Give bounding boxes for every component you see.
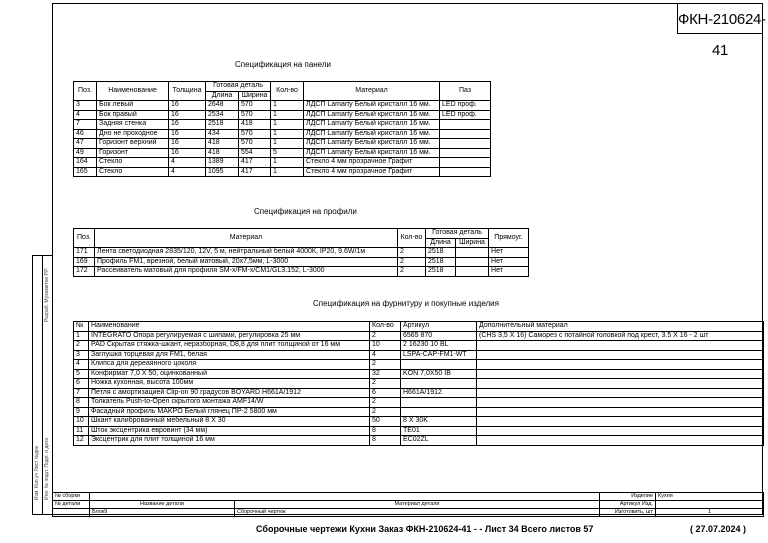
- table-cell: (CHS 3,5 X 16) Саморез с потайной головкой под крест, 3.5 X 16 - 2 шт: [477, 331, 764, 341]
- article-label: Артикул Изд.: [600, 501, 656, 509]
- table-cell: 1: [271, 167, 304, 177]
- table-cell: 171: [74, 248, 95, 258]
- table-cell: 9: [74, 407, 89, 417]
- table-cell: Стекло 4 мм прозрачное Графит: [304, 167, 440, 177]
- table-cell: 6: [74, 379, 89, 389]
- table-cell: 2: [74, 341, 89, 351]
- table-row: [74, 267, 529, 277]
- table-cell: Лента светодиодная 2835/120, 12V, 5 м, нейтральный белый 4000К, IP20, 9.6W/1м: [95, 248, 398, 258]
- table-cell: 2: [370, 398, 401, 408]
- table-cell: 11: [74, 426, 89, 436]
- hdr-qty: Кол-во: [271, 82, 304, 101]
- hdr-width: Ширина: [456, 238, 489, 248]
- table-cell: [477, 388, 764, 398]
- table-row: [74, 350, 764, 360]
- table-cell: 7: [74, 120, 97, 130]
- table-row: [74, 407, 764, 417]
- table-cell: [440, 148, 491, 158]
- table-row: [74, 257, 529, 267]
- table-cell: 16: [169, 129, 206, 139]
- made-value: 1: [656, 509, 764, 517]
- table-cell: 1: [271, 101, 304, 111]
- table-cell: 3: [74, 350, 89, 360]
- fittings-table: [73, 321, 764, 446]
- table-cell: Нет: [489, 248, 529, 258]
- footer-date: ( 27.07.2024 ): [690, 524, 747, 534]
- table-row: [74, 129, 491, 139]
- table-row: [74, 426, 764, 436]
- table-cell: 47: [74, 139, 97, 149]
- table-cell: 2: [370, 331, 401, 341]
- fittings-title: Спецификация на фурнитуру и покупные изделия: [313, 299, 499, 308]
- table-cell: Бок левый: [97, 101, 169, 111]
- table-cell: 1: [271, 129, 304, 139]
- table-cell: 4: [74, 110, 97, 120]
- table-cell: TE01: [401, 426, 477, 436]
- table-cell: PAD Скрытая стяжка-шкант, неразборная, D8,8 для плит толщиной от 16 мм: [89, 341, 370, 351]
- table-row: [74, 101, 491, 111]
- table-cell: 2518: [426, 248, 456, 258]
- table-cell: [477, 360, 764, 370]
- table-cell: 2534: [206, 110, 239, 120]
- table-cell: 16: [169, 120, 206, 130]
- table-cell: Профиль FM1, врезной, белый матовый, 20x7,5мм, L-3000: [95, 257, 398, 267]
- table-cell: 2: [398, 267, 426, 277]
- table-cell: [401, 379, 477, 389]
- table-cell: 570: [239, 129, 271, 139]
- table-row: [74, 120, 491, 130]
- table-cell: 4: [169, 158, 206, 168]
- table-cell: 570: [239, 139, 271, 149]
- table-cell: 50: [370, 417, 401, 427]
- table-row: [74, 369, 764, 379]
- detail-no-label: № детали: [53, 501, 90, 509]
- table-cell: 7: [74, 388, 89, 398]
- table-cell: ЛДСП Lamarty Белый кристалл 16 мм.: [304, 120, 440, 130]
- table-cell: 2: [370, 360, 401, 370]
- product-label: Изделие: [600, 493, 656, 501]
- table-cell: 418: [206, 148, 239, 158]
- detail-name-label: Название детали: [90, 501, 235, 509]
- table-cell: [477, 369, 764, 379]
- table-cell: LED проф.: [440, 101, 491, 111]
- table-cell: 32: [370, 369, 401, 379]
- table-cell: 6565 870: [401, 331, 477, 341]
- profiles-title: Спецификация на профили: [254, 207, 357, 216]
- table-row: [74, 388, 764, 398]
- table-cell: Фасадный профиль MAKPO Белый глянец ПР-2 5800 мм: [89, 407, 370, 417]
- table-cell: 418: [206, 139, 239, 149]
- table-cell: Эксцентрик для плит толщиной 16 мм: [89, 436, 370, 446]
- table-cell: [477, 407, 764, 417]
- profiles-table: [73, 228, 529, 277]
- table-cell: 418: [239, 120, 271, 130]
- hdr-straight: Прямоуг.: [489, 229, 529, 248]
- hdr-qty: Кол-во: [370, 322, 401, 332]
- table-row: [74, 341, 764, 351]
- panels-table: [73, 81, 491, 177]
- hdr-qty: Кол-во: [398, 229, 426, 248]
- table-cell: [477, 398, 764, 408]
- table-cell: 2648: [206, 101, 239, 111]
- table-cell: Петля с амортизацией Clip-on 90 градусов BOYARD H661A/1912: [89, 388, 370, 398]
- table-cell: 165: [74, 167, 97, 177]
- table-cell: EC02ZL: [401, 436, 477, 446]
- table-cell: 554: [239, 148, 271, 158]
- table-cell: 46: [74, 129, 97, 139]
- table-cell: ЛДСП Lamarty Белый кристалл 16 мм.: [304, 101, 440, 111]
- hdr-length: Длина: [206, 91, 239, 101]
- table-cell: 434: [206, 129, 239, 139]
- hdr-material: Материал: [95, 229, 398, 248]
- side-label-rev: Разраб. Мухаметов Р.Р.: [44, 267, 50, 322]
- table-cell: [401, 360, 477, 370]
- table-cell: Толкатель Push-to-Open скрытого монтажа AMF14/W: [89, 398, 370, 408]
- table-cell: Задняя стенка: [97, 120, 169, 130]
- table-cell: 16: [169, 139, 206, 149]
- table-cell: 169: [74, 257, 95, 267]
- table-row: [74, 148, 491, 158]
- table-cell: Нет: [489, 267, 529, 277]
- table-cell: [456, 257, 489, 267]
- table-cell: 1: [271, 110, 304, 120]
- table-cell: 417: [239, 167, 271, 177]
- title-block: [52, 492, 764, 517]
- table-cell: 8: [370, 426, 401, 436]
- table-cell: KON 7,0X50 IB: [401, 369, 477, 379]
- table-cell: 570: [239, 101, 271, 111]
- side-label-2: Инв. № подл. Подп. и дата: [44, 438, 50, 500]
- hdr-pos: Поз.: [74, 82, 97, 101]
- table-row: [74, 158, 491, 168]
- table-cell: [440, 158, 491, 168]
- hdr-width: Ширина: [239, 91, 271, 101]
- table-cell: [401, 407, 477, 417]
- table-cell: 1389: [206, 158, 239, 168]
- panels-title: Спецификация на панели: [235, 60, 331, 69]
- table-cell: ЛДСП Lamarty Белый кристалл 16 мм.: [304, 139, 440, 149]
- side-label-1: Изм. Кол.уч Лист №док: [34, 446, 40, 500]
- table-cell: Нет: [489, 257, 529, 267]
- table-cell: 5: [74, 369, 89, 379]
- table-cell: Горизонт верхний: [97, 139, 169, 149]
- assembly-drawing: Сборочный чертеж: [235, 509, 600, 517]
- table-cell: ЛДСП Lamarty Белый кристалл 16 мм.: [304, 110, 440, 120]
- table-cell: 164: [74, 158, 97, 168]
- table-cell: LED проф.: [440, 110, 491, 120]
- table-cell: 570: [239, 110, 271, 120]
- table-cell: 16: [169, 110, 206, 120]
- product-value: Кухня: [656, 493, 764, 501]
- table-cell: 172: [74, 267, 95, 277]
- table-row: [74, 417, 764, 427]
- table-row: [74, 167, 491, 177]
- table-cell: 2: [398, 257, 426, 267]
- table-cell: 1095: [206, 167, 239, 177]
- table-cell: Заглушка торцевая для FM1, белая: [89, 350, 370, 360]
- hdr-name: Наименование: [89, 322, 370, 332]
- table-cell: INTEGRATO Опора регулируемая с шипами, регулировка 25 мм: [89, 331, 370, 341]
- table-cell: [477, 341, 764, 351]
- table-row: [74, 110, 491, 120]
- table-cell: [456, 248, 489, 258]
- table-cell: [477, 436, 764, 446]
- table-cell: Стекло 4 мм прозрачное Графит: [304, 158, 440, 168]
- table-cell: 12: [74, 436, 89, 446]
- table-cell: 417: [239, 158, 271, 168]
- table-cell: Рассеиватель матовый для профиля SM-x/FM-x/CM1/GL3.152, L-3000: [95, 267, 398, 277]
- hdr-extra: Дополнительный материал: [477, 322, 764, 332]
- table-cell: Конфирмат 7,0 X 50, оцинкованный: [89, 369, 370, 379]
- table-cell: 1: [74, 331, 89, 341]
- table-row: [74, 331, 764, 341]
- table-cell: 1: [271, 158, 304, 168]
- table-cell: 1: [271, 139, 304, 149]
- table-cell: Шкант калиброванный мебельный 8 X 30: [89, 417, 370, 427]
- table-cell: 2518: [206, 120, 239, 130]
- table-cell: Бок правый: [97, 110, 169, 120]
- table-cell: [477, 350, 764, 360]
- table-cell: 2: [398, 248, 426, 258]
- table-cell: 10: [74, 417, 89, 427]
- hdr-ready: Готовая деталь: [206, 82, 271, 92]
- table-cell: Ножка кухонная, высота 100мм: [89, 379, 370, 389]
- hdr-material: Материал: [304, 82, 440, 101]
- table-cell: Стекло: [97, 167, 169, 177]
- made-label: Изготовить, шт: [600, 509, 656, 517]
- table-cell: 4: [370, 350, 401, 360]
- table-row: [74, 360, 764, 370]
- table-cell: [440, 120, 491, 130]
- hdr-length: Длина: [426, 238, 456, 248]
- hdr-name: Наименование: [97, 82, 169, 101]
- table-cell: 3: [74, 101, 97, 111]
- assembly-no-label: № сборки: [53, 493, 90, 501]
- table-cell: 4: [74, 360, 89, 370]
- table-row: [74, 398, 764, 408]
- hdr-article: Артикул: [401, 322, 477, 332]
- table-cell: Стекло: [97, 158, 169, 168]
- table-cell: Дно не проходное: [97, 129, 169, 139]
- table-cell: [456, 267, 489, 277]
- table-cell: 8 X 30K: [401, 417, 477, 427]
- table-cell: 16: [169, 101, 206, 111]
- footer-text: Сборочные чертежи Кухни Заказ ФКН-210624-41 - - Лист 34 Всего листов 57: [256, 524, 594, 534]
- table-cell: [477, 426, 764, 436]
- doc-code: ФКН-210624-41: [677, 3, 763, 34]
- table-cell: [440, 167, 491, 177]
- table-cell: 4: [169, 167, 206, 177]
- hdr-ready: Готовая деталь: [426, 229, 489, 239]
- table-cell: Клипса для дереаянного цоколя: [89, 360, 370, 370]
- table-cell: 2: [370, 407, 401, 417]
- table-cell: [401, 398, 477, 408]
- table-cell: 1: [271, 120, 304, 130]
- table-cell: 10: [370, 341, 401, 351]
- table-cell: ЛДСП Lamarty Белый кристалл 16 мм.: [304, 148, 440, 158]
- table-cell: [477, 379, 764, 389]
- table-cell: [440, 129, 491, 139]
- hdr-pos: Поз.: [74, 229, 95, 248]
- table-cell: 5: [271, 148, 304, 158]
- table-cell: [477, 417, 764, 427]
- table-row: [74, 248, 529, 258]
- table-cell: 8: [74, 398, 89, 408]
- table-cell: Горизонт: [97, 148, 169, 158]
- hdr-groove: Паз: [440, 82, 491, 101]
- table-cell: Шток эксцентрика евровинт (34 мм): [89, 426, 370, 436]
- table-cell: 2 16230 10 BL: [401, 341, 477, 351]
- table-row: [74, 379, 764, 389]
- block-name: Блок9: [90, 509, 235, 517]
- table-cell: 2518: [426, 267, 456, 277]
- table-cell: 2518: [426, 257, 456, 267]
- table-cell: LSPA-CAP-FM1-WT: [401, 350, 477, 360]
- table-cell: H661A/1912: [401, 388, 477, 398]
- table-cell: 2: [370, 379, 401, 389]
- table-cell: 49: [74, 148, 97, 158]
- table-cell: 8: [370, 436, 401, 446]
- table-row: [74, 139, 491, 149]
- hdr-thickness: Толщина: [169, 82, 206, 101]
- table-cell: 16: [169, 148, 206, 158]
- table-cell: ЛДСП Lamarty Белый кристалл 16 мм.: [304, 129, 440, 139]
- table-cell: [440, 139, 491, 149]
- material-label: Материал детали: [235, 501, 600, 509]
- table-cell: 6: [370, 388, 401, 398]
- hdr-num: №: [74, 322, 89, 332]
- table-row: [74, 436, 764, 446]
